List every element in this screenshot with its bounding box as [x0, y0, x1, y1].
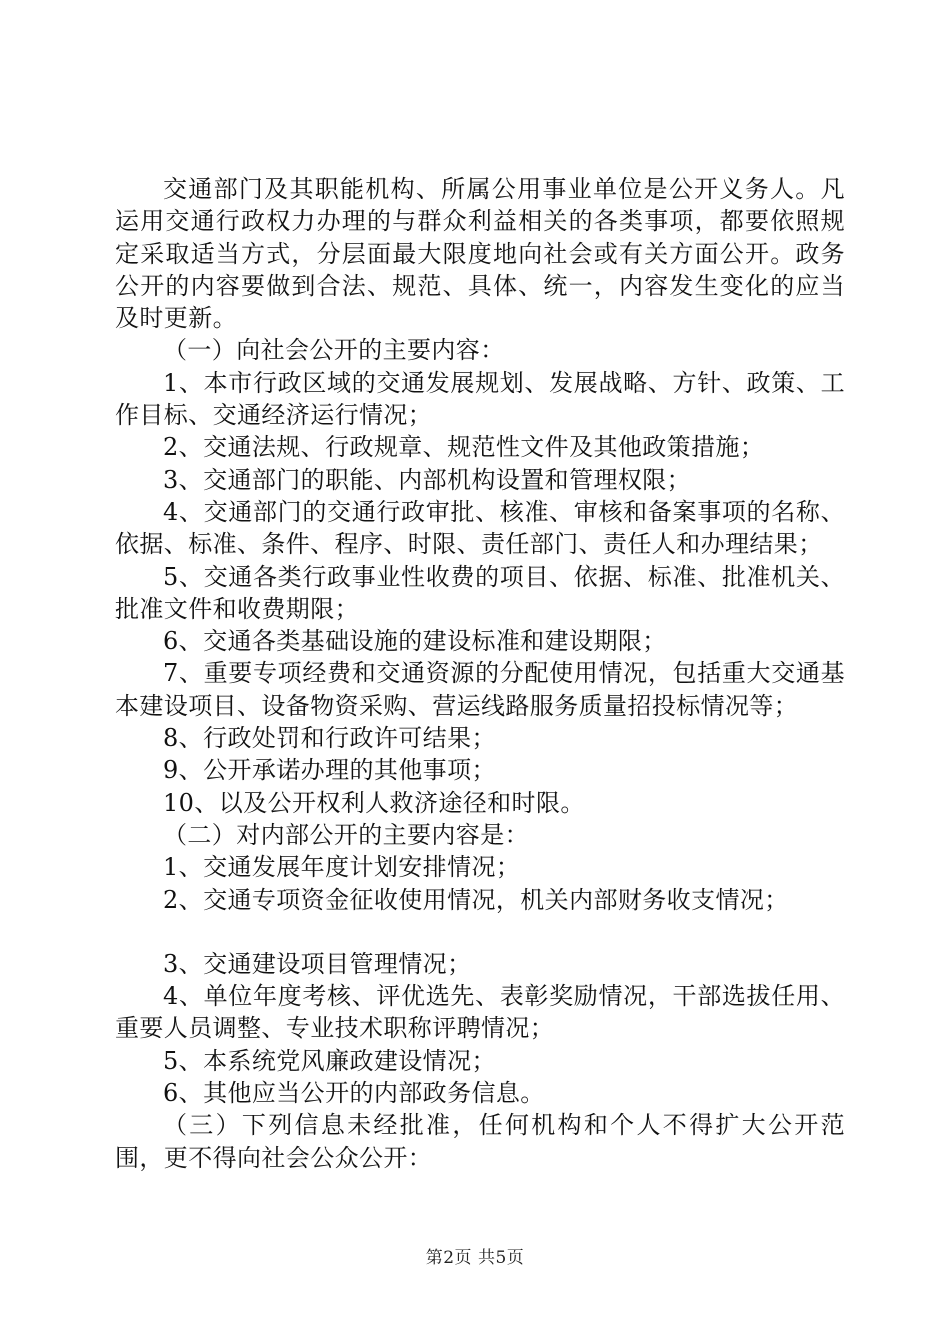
section-heading-internal: （二）对内部公开的主要内容是：	[163, 820, 529, 849]
list-item: 4、交通部门的交通行政审批、核准、审核和备案事项的名称、依据、标准、条件、程序、时限、责任部门、责任人和办理结果；	[115, 497, 845, 559]
list-item: 6、交通各类基础设施的建设标准和建设期限；	[163, 627, 667, 656]
list-item: 7、重要专项经费和交通资源的分配使用情况，包括重大交通基本建设项目、设备物资采购、营运线路服务质量招投标情况等；	[115, 659, 845, 720]
list-item: 5、本系统党风廉政建设情况；	[163, 1046, 496, 1075]
list-item: 6、其他应当公开的内部政务信息。	[163, 1079, 545, 1108]
list-item: 4、单位年度考核、评优选先、表彰奖励情况，干部选拔任用、重要人员调整、专业技术职称评聘情况；	[115, 982, 845, 1043]
list-item: 3、交通部门的职能、内部机构设置和管理权限；	[163, 465, 692, 494]
list-item: 2、交通专项资金征收使用情况，机关内部财务收支情况；	[163, 885, 789, 914]
list-item: 5、交通各类行政事业性收费的项目、依据、标准、批准机关、批准文件和收费期限；	[115, 562, 845, 623]
list-item: 2、交通法规、行政规章、规范性文件及其他政策措施；	[163, 433, 765, 462]
list-item: 1、交通发展年度计划安排情况；	[163, 853, 521, 882]
list-item: 3、交通建设项目管理情况；	[163, 949, 472, 978]
blank-line	[115, 916, 845, 948]
list-item: 1、本市行政区域的交通发展规划、发展战略、方针、政策、工作目标、交通经济运行情况；	[115, 368, 845, 430]
document-body	[115, 173, 845, 1174]
list-item: 8、行政处罚和行政许可结果；	[163, 724, 496, 753]
page-number-footer: 第2页 共5页	[425, 1248, 525, 1268]
section-heading-restricted: （三）下列信息未经批准，任何机构和个人不得扩大公开范围，更不得向社会公众公开：	[115, 1111, 845, 1172]
list-item: 9、公开承诺办理的其他事项；	[163, 756, 496, 785]
paragraph-intro: 交通部门及其职能机构、所属公用事业单位是公开义务人。凡运用交通行政权力办理的与群众利益相关的各类事项，都要依照规定采取适当方式，分层面最大限度地向社会或有关方面公开。政务公开的内容要做到合法、规范、具体、统一，内容发生变化的应当及时更新。	[115, 175, 845, 333]
list-item: 10、以及公开权利人救济途径和时限。	[163, 788, 585, 817]
section-heading-public: （一）向社会公开的主要内容：	[163, 336, 505, 365]
